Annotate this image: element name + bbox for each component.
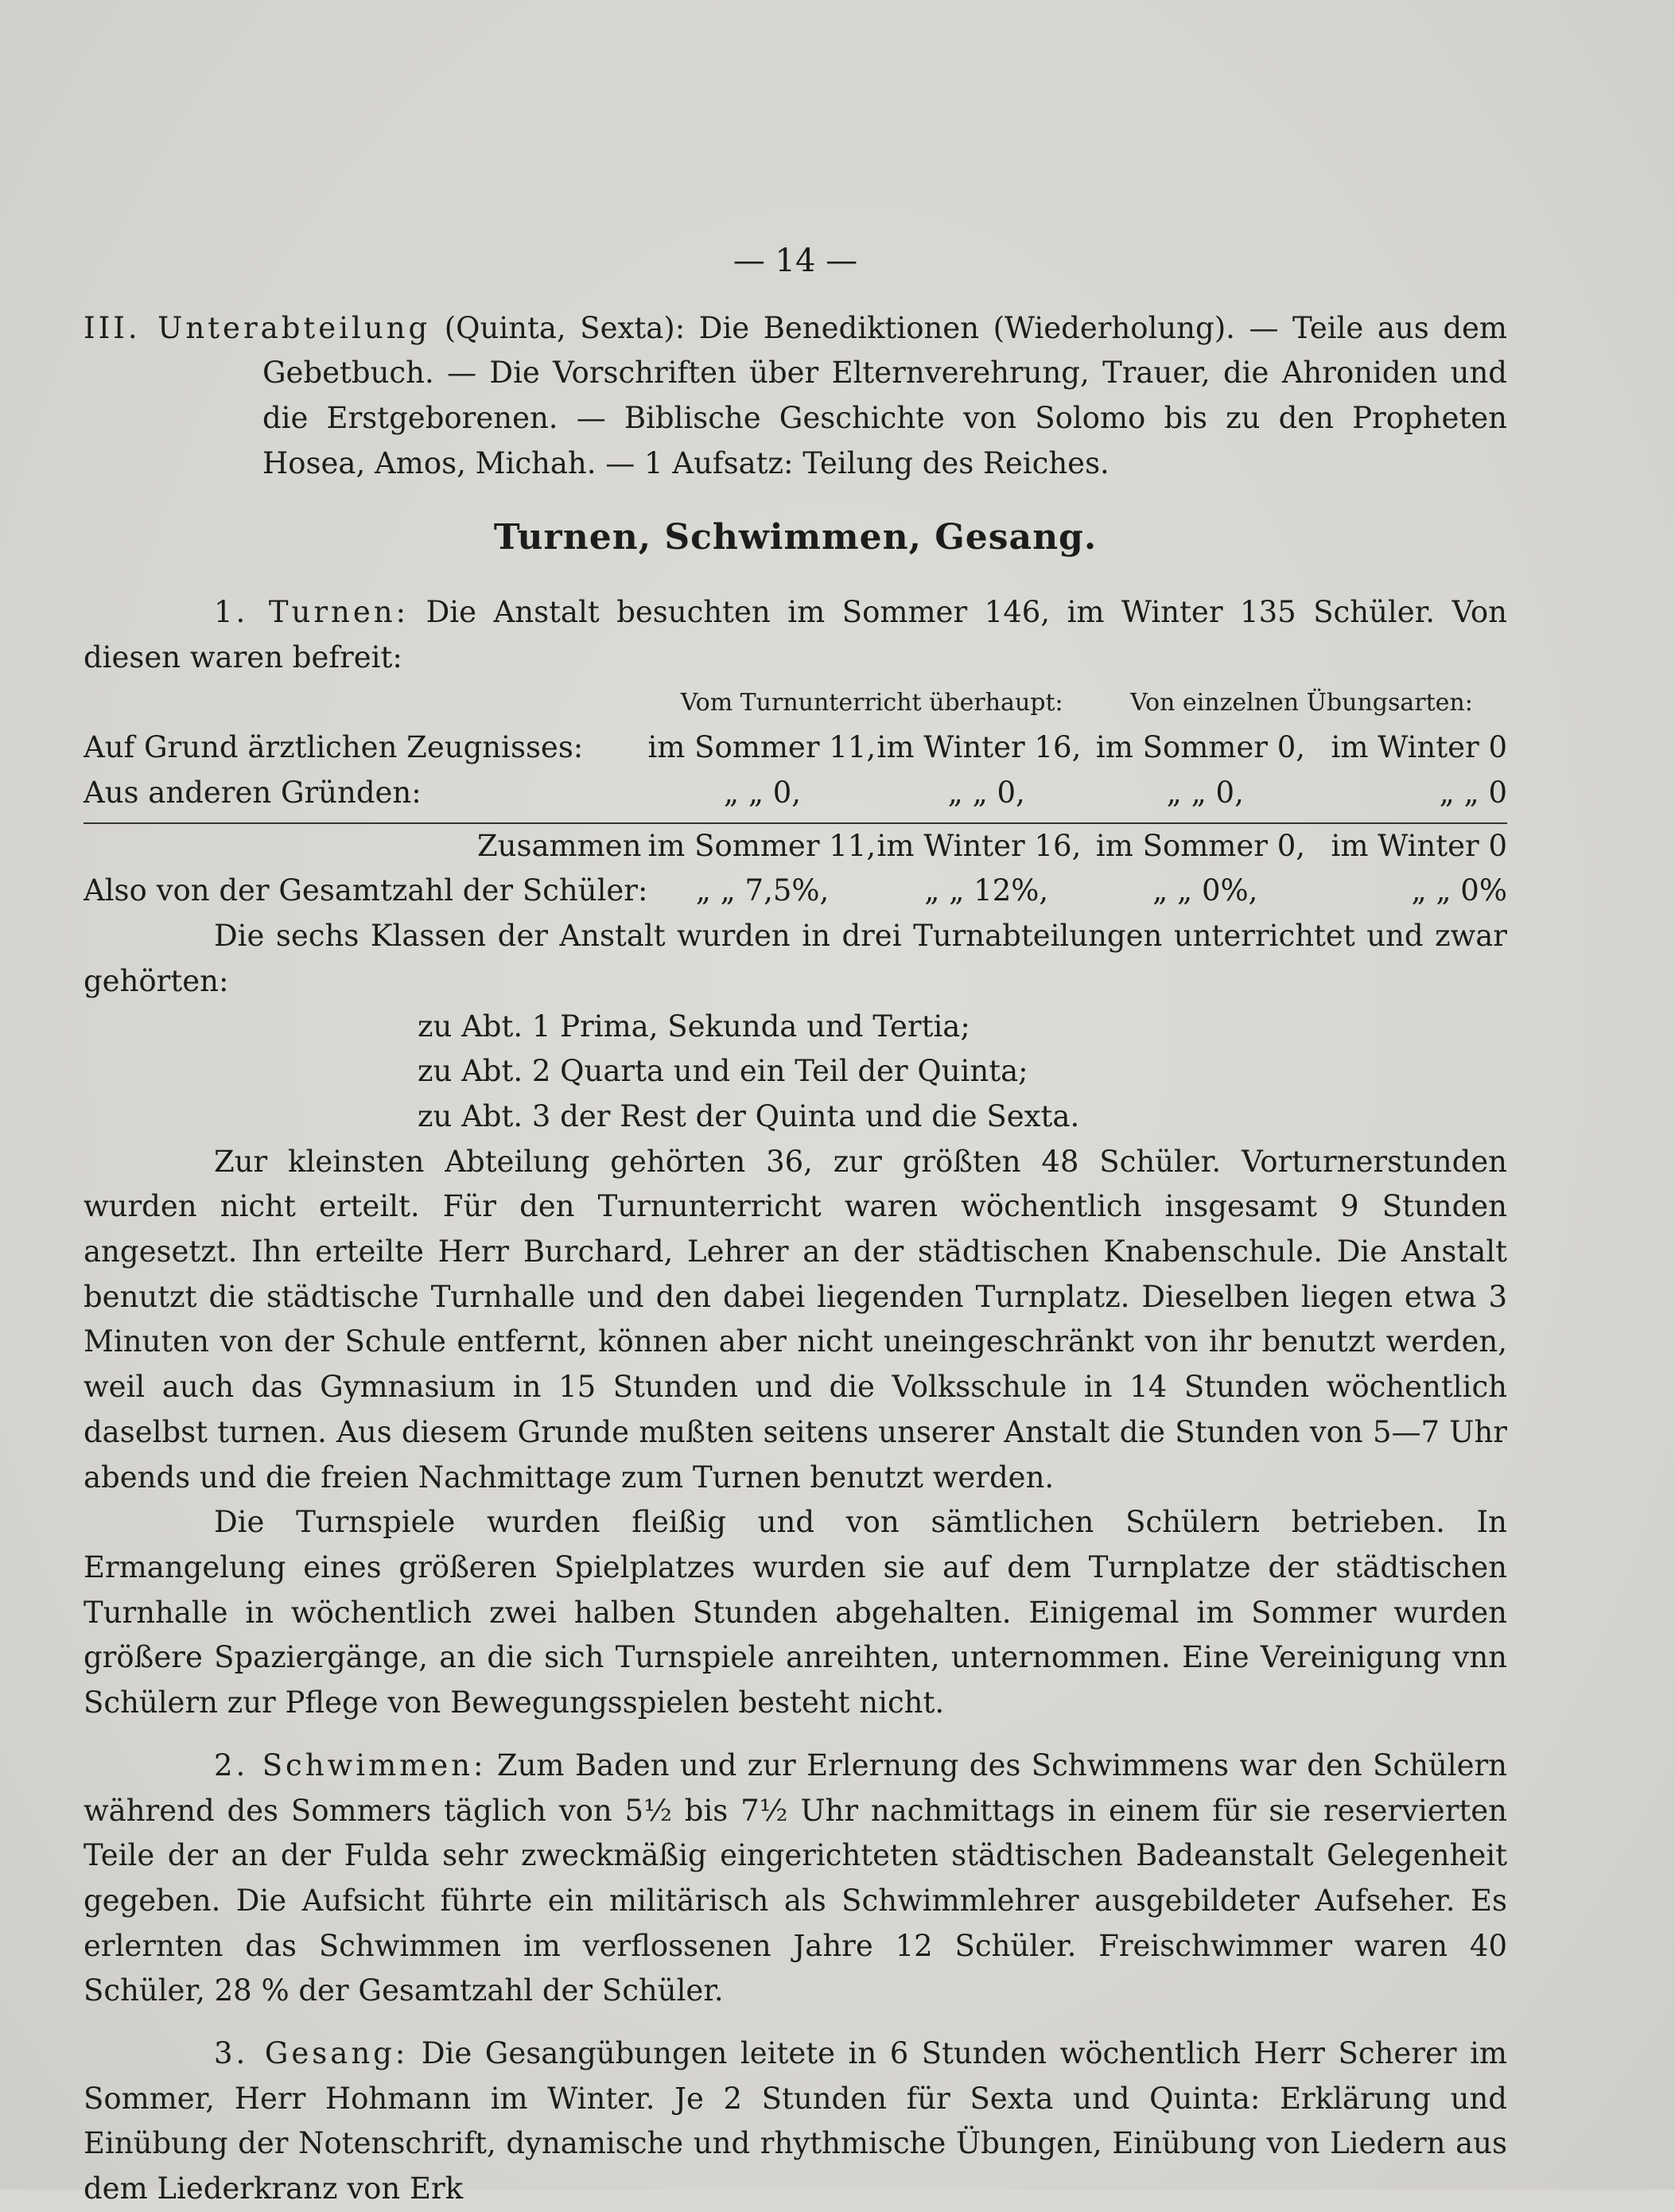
cell: im Winter 16,	[876, 828, 1082, 863]
cell: im Sommer 11,	[647, 730, 876, 765]
exemption-table	[84, 681, 1507, 915]
table-percent-row	[84, 869, 1507, 914]
cell: „ „ 0,	[1166, 776, 1244, 811]
list-item: zu Abt. 1 Prima, Sekunda und Tertia;	[418, 1009, 970, 1044]
gesang-paragraph	[84, 2031, 1507, 2212]
cell: im Winter 16,	[876, 730, 1082, 765]
turnen-paragraph-1: Zur kleinsten Abteilung gehörten 36, zur größten 48 Schüler. Vorturnerstunden wurden nicht erteilt. Für den Turnunterricht waren wöchentlich insgesamt 9 Stunden angesetzt. Ihn erteilte Herr Burchard, Lehrer an der städtischen Knabenschule. Die Anstalt benutzt die städtische Turnhalle und den dabei liegenden Turnplatz. Dieselben liegen etwa 3 Minuten von der Schule entfernt, können aber nicht uneingeschränkt von ihr benutzt werden, weil auch das Gymnasium in 15 Stunden und die Volksschule in 14 Stunden wöchentlich daselbst turnen. Aus diesem Grunde mußten seitens unserer Anstalt die Stunden von 5—7 Uhr abends und die freien Nachmittage zum Turnen benutzt werden.	[84, 1144, 1507, 1495]
gesang-label: 3. Gesang:	[214, 2036, 409, 2071]
schwimmen-text: Zum Baden und zur Erlernung des Schwimmens war den Schülern während des Sommers täglich von 5½ bis 7½ Uhr nachmittags in einem für sie reservierten Teile der an der Fulda sehr zweckmäßig eingerichteten städtischen Badeanstalt Gelegenheit gegeben. Die Aufsicht führte ein militärisch als Schwimmlehrer ausgebildeter Aufseher. Es erlernten das Schwimmen im verflossenen Jahre 12 Schüler. Freischwimmer waren 40 Schüler, 28 % der Gesamtzahl der Schüler.	[84, 1747, 1507, 2008]
classes-intro: Die sechs Klassen der Anstalt wurden in drei Turnabteilungen unterrichtet und zwar gehörten:	[84, 919, 1507, 998]
cell: im Sommer 0,	[1095, 828, 1306, 863]
turnen-paragraph-2: Die Turnspiele wurden fleißig und von sämtlichen Schülern betrieben. In Ermangelung eines größeren Spielplatzes wurden sie auf dem Turnplatze der städtischen Turnhalle in wöchentlich zwei halben Stunden abgehalten. Einigemal im Sommer wurden größere Spaziergänge, an die sich Turnspiele anreihten, unternommen. Eine Vereinigung vnn Schülern zur Pflege von Bewegungsspielen besteht nicht.	[84, 1505, 1507, 1720]
cell: „ „ 0	[1439, 776, 1507, 811]
header-single-exercises: Von einzelnen Übungsarten:	[1130, 688, 1473, 717]
page-body	[84, 239, 1507, 2212]
table-divider	[84, 816, 1507, 823]
cell: „ „ 0%,	[1152, 873, 1258, 908]
row-label: Aus anderen Gründen:	[84, 776, 422, 811]
table-row	[84, 771, 1507, 816]
cell: im Sommer 0,	[1095, 730, 1306, 765]
header-overall: Vom Turnunterricht überhaupt:	[680, 688, 1063, 717]
row-label: Auf Grund ärztlichen Zeugnisses:	[84, 730, 584, 765]
section-unterabteilung-iii	[84, 306, 1507, 487]
schwimmen-label: 2. Schwimmen:	[214, 1747, 487, 1782]
percent-label: Also von der Gesamtzahl der Schüler:	[84, 873, 648, 908]
cell: „ „ 7,5%,	[695, 873, 830, 908]
table-header	[84, 681, 1507, 726]
cell: im Winter 0	[1331, 828, 1507, 863]
turnen-intro	[84, 590, 1507, 680]
page-number: — 14 —	[733, 243, 858, 279]
turnen-label: 1. Turnen:	[214, 595, 410, 630]
cell: „ „ 0%	[1411, 873, 1507, 908]
section-label: III. Unterabteilung	[84, 310, 431, 345]
list-item: zu Abt. 3 der Rest der Quinta und die Sexta.	[418, 1098, 1080, 1133]
section-text: (Quinta, Sexta): Die Benediktionen (Wiederholung). — Teile aus dem Gebetbuch. — Die Vorschriften über Elternverehrung, Trauer, die Ahroniden und die Erstgeborenen. — Biblische Geschichte von Solomo bis zu den Propheten Hosea, Amos, Michah. — 1 Aufsatz: Teilung des Reiches.	[262, 310, 1507, 480]
cell: im Winter 0	[1331, 730, 1507, 765]
total-label: Zusammen	[476, 828, 642, 863]
cell: „ „ 0,	[947, 776, 1025, 811]
cell: „ „ 0,	[723, 776, 802, 811]
cell: „ „ 12%,	[924, 873, 1049, 908]
cell: im Sommer 11,	[647, 828, 876, 863]
gesang-text: Die Gesangübungen leitete in 6 Stunden wöchentlich Herr Scherer im Sommer, Herr Hohmann im Winter. Je 2 Stunden für Sexta und Quinta: Erklärung und Einübung der Notenschrift, dynamische und rhythmische Übungen, Einübung von Liedern aus dem Liederkranz von Erk	[84, 2036, 1507, 2206]
schwimmen-paragraph	[84, 1744, 1507, 2014]
table-row	[84, 725, 1507, 771]
turnen-intro-text: Die Anstalt besuchten im Sommer 146, im Winter 135 Schüler. Von diesen waren befreit:	[84, 595, 1508, 674]
table-total-row	[84, 823, 1507, 869]
section-heading: Turnen, Schwimmen, Gesang.	[493, 516, 1098, 558]
list-item: zu Abt. 2 Quarta und ein Teil der Quinta;	[418, 1054, 1028, 1089]
class-division-list	[84, 1005, 1507, 1140]
